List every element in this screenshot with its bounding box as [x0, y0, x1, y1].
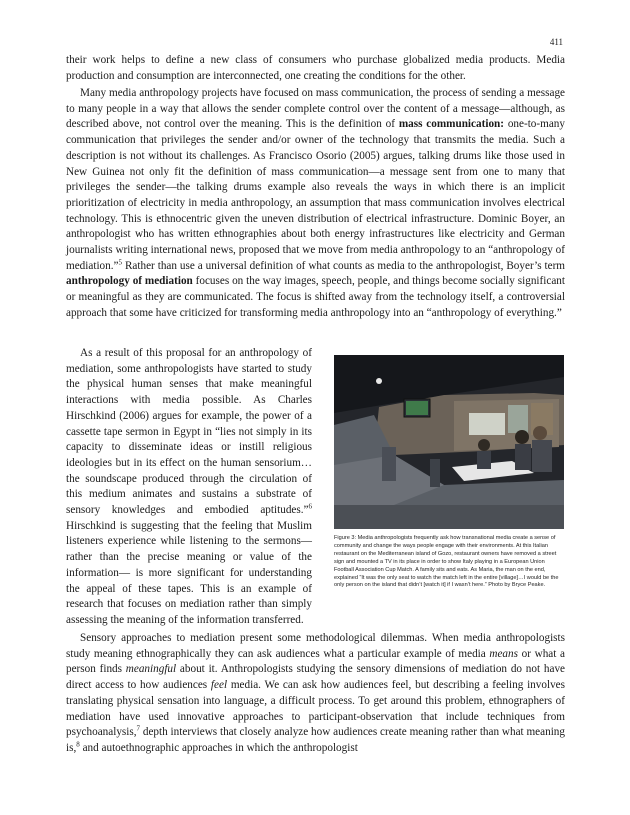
term-mass-communication: mass communication: [398, 118, 504, 131]
restaurant-photo [334, 355, 564, 529]
footnote-ref-7: 7 [136, 724, 141, 733]
footnote-ref-6: 6 [308, 502, 312, 511]
page-number: 411 [549, 37, 563, 47]
paragraph-3: As a result of this proposal for an anthropology of mediation, some anthropologists have started to study the physical human senses that make meaningful interactions with media possible. As Charles Hirschkind (2006) argues for example, the power of a cassette tape sermon in Egypt in “lies not simply in its capacity to disseminate ideas or instill religious ideologies but in its effect on the human sensorium…the soundscape produced through the circulation of this medium animates and sustains a substrate of sensory knowledges and embodied aptitudes.”$^6$ Hirschkind is suggesting that the feeling that Muslim listeners experience while listening to the sermons—rather than the precise meaning or value of the information— is more significant for understanding the appeal of these tapes. This is an example of research that focuses on mediation rather than simply assessing the meaning of the information transferred. [66, 347, 312, 626]
emphasis-means: means [489, 647, 518, 660]
footnote-ref-5: 5 [118, 258, 123, 266]
emphasis-meaningful: meaningful [125, 663, 177, 676]
paragraph-4: Sensory approaches to mediation present some methodological dilemmas. When media anthropologists study meaning ethnographically they can ask audiences what a particular example of media means or what a person finds meaningful about it. Anthropologists studying the sensory dimensions of mediation do not have direct access to how audiences feel media. We can ask how audiences feel, but describing a feeling involves translating physical sensation into language, a difficult process. To get around this problem, ethnographers of mediation have used innovative approaches to participant-observation that include techniques from psychoanalysis,$^7$ depth interviews that closely analyze how audiences create meaning rather than what meaning is,$^8$ and autoethnographic approaches in which the anthropologist [66, 632, 566, 754]
term-anthropology-of-mediation: anthropology of mediation [66, 275, 193, 288]
paragraph-1: their work helps to define a new class of consumers who purchase globalized media products. Media production and consumption are interconnected, one creating the conditions for the other. [66, 54, 565, 82]
emphasis-feel: feel [210, 679, 228, 692]
footnote-ref-8: 8 [76, 740, 80, 749]
figure-caption: Figure 3: Media anthropologists frequently ask how transnational media create a sense of community and change the ways people engage with their environments. At this Italian restaurant on the Mediterranean island of Gozo, restaurant owners have removed a street sign and mounted a TV in its place in order to show Italy playing in a European Union Football Association Cup Match. A family sits and eats. As Maria, the man on the end, explained “It was the only seat to watch the match left in the entire [village]…I would be the only person on the island that didn’t [watch it] if I wasn’t here.” Photo by Bryce Peake. [334, 535, 559, 589]
paragraph-2: Many media anthropology projects have focused on mass communication, the process of sending a message to many people in a way that allows the sender complete control over the content of a message—although, as described above, not control over the meaning. This is the definition of mass communication: one-to-many communication that privileges the sender and/or owner of the technology that transmits the media. Such a description is not without its challenges. As Francisco Osorio (2005) argues, talking drums like those used in New Guinea not only fit the definition of mass communication—a message sent from one to many that privileges the sender—the talking drums example also reveals the ways in which there is an implicit prioritization of electricity in media anthropology, an assumption that mass communication involves electrical technology. This is ethnocentric given the uneven distribution of electrical infrastructure. Dominic Boyer, an anthropologist who has written ethnographies about both energy infrastructures like electricity and German journalists writing international news, proposed that we move from media anthropology to an “anthropology of mediation.”$^5$ Rather than use a universal definition of what counts as media to the anthropologist, Boyer’s term anthropology of mediation focuses on the way images, speech, people, and things become socially significant or meaningful as they are communicated. The focus is shifted away from the technology itself, a controversial approach that some have criticized for transforming media anthropology into an “anthropology of everything.” [66, 87, 565, 319]
figure-3 [334, 355, 564, 590]
